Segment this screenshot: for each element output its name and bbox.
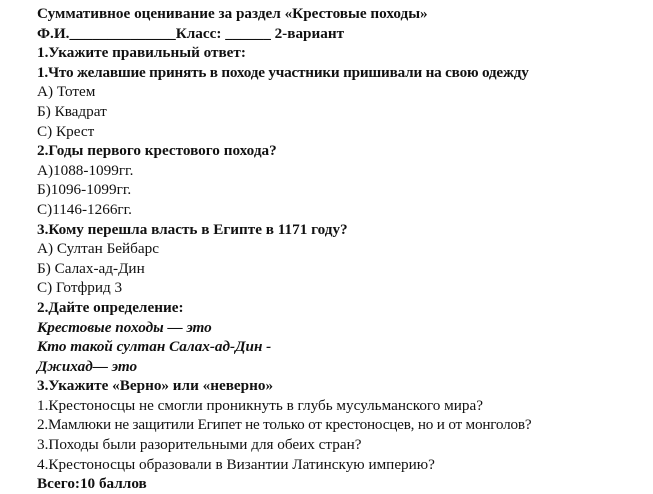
q3-option-b: Б) Салах-ад-Дин	[37, 259, 145, 277]
definition-saladin: Кто такой султан Салах-ад-Дин -	[37, 338, 272, 356]
q1-option-c: С) Крест	[37, 122, 95, 140]
q1-option-b: Б) Квадрат	[37, 102, 107, 120]
true-false-item-1: 1.Крестоносцы не смогли проникнуть в глубь мусульманского мира?	[37, 396, 483, 414]
section2-heading: 2.Дайте определение:	[37, 298, 184, 316]
question-3: 3.Кому перешла власть в Египте в 1171 году?	[37, 220, 348, 238]
question-1: 1.Что желавшие принять в походе участники пришивали на свою одежду	[37, 63, 529, 81]
definition-crusades: Крестовые походы — это	[37, 318, 212, 336]
name-class-variant-line: Ф.И.______________Класс: ______ 2-вариант	[37, 24, 345, 42]
section1-heading: 1.Укажите правильный ответ:	[37, 44, 246, 62]
sheet-title: Суммативное оценивание за раздел «Крестовые походы»	[37, 5, 428, 22]
true-false-item-3: 3.Походы были разорительными для обеих стран?	[37, 436, 362, 454]
q3-option-c: С) Готфрид 3	[37, 279, 123, 297]
definition-jihad: Джихад— это	[37, 357, 138, 375]
total-points: Всего:10 баллов	[37, 475, 147, 493]
true-false-item-4: 4.Крестоносцы образовали в Византии Латинскую империю?	[37, 455, 435, 473]
q2-option-b: Б)1096-1099гг.	[37, 181, 132, 199]
q1-option-a: А) Тотем	[37, 83, 96, 101]
section3-heading: 3.Укажите «Верно» или «неверно»	[37, 377, 274, 395]
question-2: 2.Годы первого крестового похода?	[37, 142, 277, 160]
q2-option-a: А)1088-1099гг.	[37, 161, 134, 179]
q2-option-c: С)1146-1266гг.	[37, 200, 132, 218]
assessment-sheet	[37, 4, 647, 494]
true-false-item-2: 2.Мамлюки не защитили Египет не только от крестоносцев, но и от монголов?	[37, 416, 532, 434]
q3-option-a: А) Султан Бейбарс	[37, 240, 159, 258]
